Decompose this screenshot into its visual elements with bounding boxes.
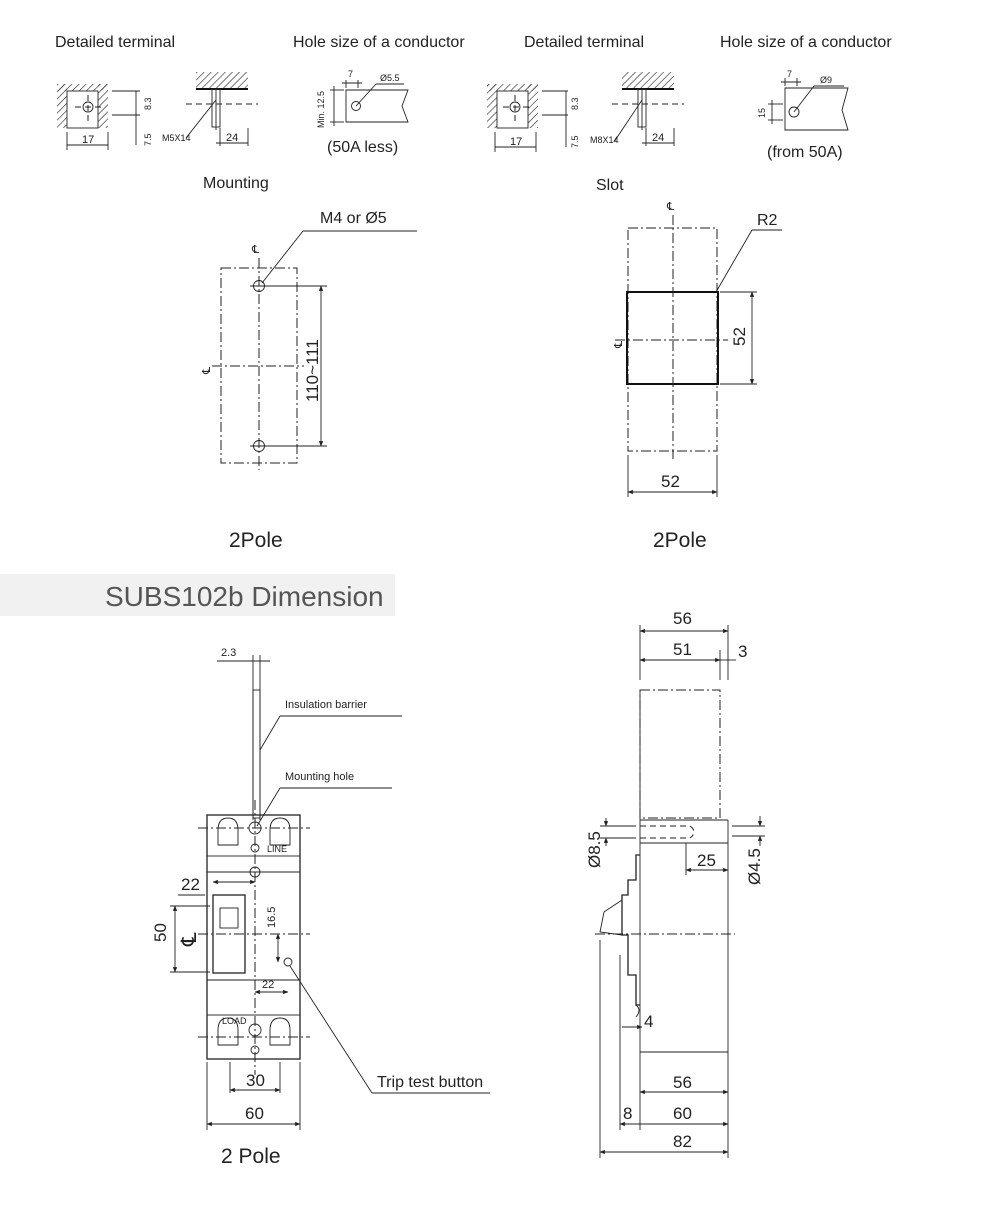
front-centerline: ℄ (178, 932, 201, 946)
hole-dia-dim: Ø9 (820, 75, 833, 85)
terminal-offset-dim: 7.5 (143, 133, 153, 146)
terminal-heading: Detailed terminal (524, 34, 645, 51)
side-view (585, 609, 765, 1158)
hole-width-dim: 7 (348, 69, 354, 79)
hole-note: (50A less) (327, 139, 399, 156)
terminal-detail-small (55, 34, 258, 150)
slot-width-dim: 52 (661, 472, 680, 491)
dim-56-bottom: 56 (673, 1073, 692, 1092)
terminal-height-dim: 8.3 (143, 97, 153, 110)
slot-caption: 2Pole (653, 529, 707, 552)
front-view (151, 647, 490, 1168)
slot-centerline-h: ℄ (613, 340, 625, 348)
dim-25: 25 (697, 851, 716, 870)
slot-centerline-v: ℄ (667, 201, 675, 213)
slot-heading: Slot (596, 177, 624, 194)
dimension-title: SUBS102b Dimension (105, 581, 384, 612)
terminal-width-dim: 17 (82, 134, 95, 146)
conductor-hole-small (293, 34, 465, 156)
slot-radius-label: R2 (757, 212, 778, 229)
dim-22-top: 22 (181, 875, 200, 894)
slot-height-dim: 52 (730, 327, 749, 346)
mounting-heading: Mounting (203, 175, 269, 192)
hole-dia-dim: Ø5.5 (380, 73, 400, 83)
load-label: LOAD (222, 1016, 247, 1026)
mounting-caption: 2Pole (229, 529, 283, 552)
dim-8: 8 (623, 1104, 633, 1123)
slot-diagram (596, 177, 782, 552)
dim-51: 51 (673, 640, 692, 659)
dim-60-front: 60 (245, 1104, 264, 1123)
hole-width-dim: 7 (787, 69, 793, 79)
mounting-centerline-h: ℄ (201, 366, 213, 374)
dim-82: 82 (673, 1132, 692, 1151)
hole-height-dim: Min. 12.5 (316, 90, 326, 128)
terminal-heading: Detailed terminal (55, 34, 176, 51)
hole-note: (from 50A) (767, 144, 843, 161)
front-caption: 2 Pole (221, 1145, 281, 1168)
mounting-hole-note: M4 or Ø5 (320, 210, 387, 227)
mounting-hole-label: Mounting hole (285, 771, 355, 783)
hole-heading: Hole size of a conductor (720, 34, 892, 51)
hole-height-dim: 15 (757, 107, 767, 118)
insulation-barrier-label: Insulation barrier (285, 699, 367, 711)
terminal-detail-large (487, 34, 684, 152)
dim-50: 50 (151, 923, 170, 942)
barrier-thickness-dim: 2.3 (221, 647, 237, 659)
terminal-screw-label: M8X14 (590, 135, 619, 145)
dim-22-bottom: 22 (262, 979, 275, 991)
dim-30: 30 (246, 1071, 265, 1090)
dim-60-side: 60 (673, 1104, 692, 1123)
mounting-centerline-v: ℄ (252, 244, 260, 256)
dim-dia-4-5: Ø4.5 (745, 848, 764, 885)
mounting-pitch-dim: 110~111 (303, 339, 322, 402)
dim-dia-8-5: Ø8.5 (585, 831, 604, 868)
dim-56-top: 56 (673, 609, 692, 628)
terminal-depth-dim: 24 (652, 132, 665, 144)
terminal-width-dim: 17 (510, 136, 523, 148)
conductor-hole-large (720, 34, 892, 161)
hole-heading: Hole size of a conductor (293, 34, 465, 51)
trip-test-label: Trip test button (377, 1074, 484, 1091)
terminal-height-dim: 8.3 (570, 97, 580, 110)
terminal-screw-label: M5X14 (162, 133, 191, 143)
mounting-diagram (201, 175, 417, 552)
dim-3: 3 (738, 642, 748, 661)
terminal-offset-dim: 7.5 (570, 135, 580, 148)
line-label: LINE (267, 844, 288, 854)
dim-4: 4 (644, 1012, 654, 1031)
dim-16-5: 16.5 (266, 906, 278, 928)
terminal-depth-dim: 24 (226, 132, 239, 144)
